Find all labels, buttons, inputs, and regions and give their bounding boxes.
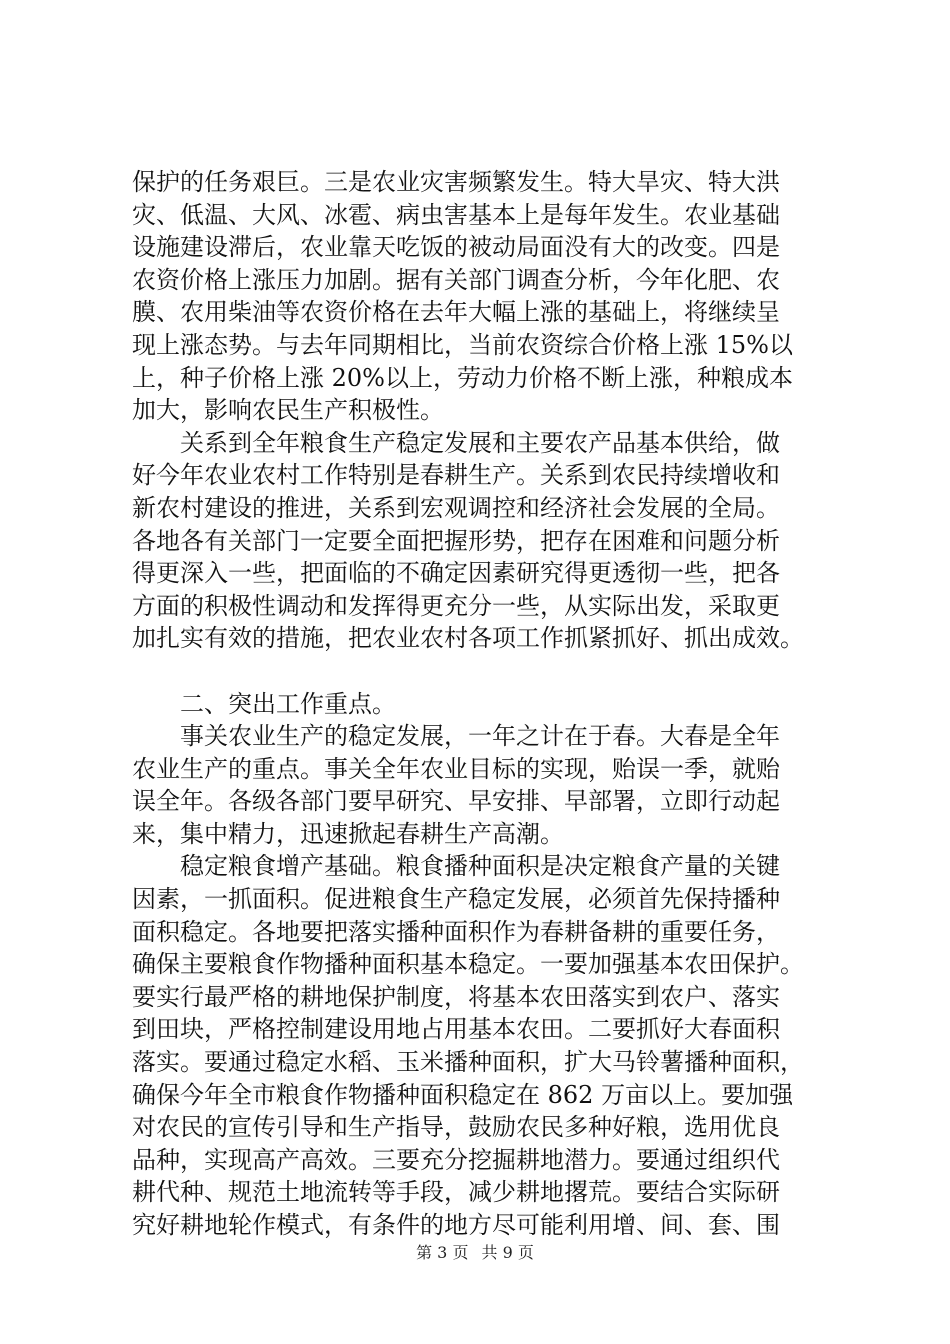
text-line: 加大，影响农民生产积极性。 — [132, 396, 444, 425]
text-line: 究好耕地轮作模式，有条件的地方尽可能利用增、间、套、围 — [132, 1211, 780, 1239]
paragraph-start-line: 事关农业生产的稳定发展，一年之计在于春。大春是全年 — [180, 722, 780, 751]
text-line: 面积稳定。各地要把落实播种面积作为春耕备耕的重要任务， — [132, 917, 780, 946]
text-line: 新农村建设的推进，关系到宏观调控和经济社会发展的全局。 — [132, 493, 780, 522]
section-heading: 二、突出工作重点。 — [180, 689, 396, 718]
text-line: 上，种子价格上涨 20%以上，劳动力价格不断上涨，种粮成本 — [132, 363, 793, 392]
text-line: 得更深入一些，把面临的不确定因素研究得更透彻一些，把各 — [132, 559, 780, 588]
text-line: 各地各有关部门一定要全面把握形势，把存在困难和问题分析 — [132, 526, 780, 555]
text-line: 加扎实有效的措施，把农业农村各项工作抓紧抓好、抓出成效。 — [132, 624, 804, 653]
text-line: 灾、低温、大风、冰雹、病虫害基本上是每年发生。农业基础 — [132, 200, 780, 229]
text-line: 设施建设滞后，农业靠天吃饭的被动局面没有大的改变。四是 — [132, 233, 780, 262]
text-line: 方面的积极性调动和发挥得更充分一些，从实际出发，采取更 — [132, 591, 780, 620]
total-pages: 共 9 页 — [481, 1243, 534, 1262]
text-line: 农资价格上涨压力加剧。据有关部门调查分析，今年化肥、农 — [132, 265, 780, 294]
page-number: 第 3 页 — [416, 1243, 469, 1262]
text-line: 确保主要粮食作物播种面积基本稳定。一要加强基本农田保护。 — [132, 950, 804, 979]
text-line: 耕代种、规范土地流转等手段，减少耕地撂荒。要结合实际研 — [132, 1178, 780, 1207]
page-footer — [0, 1243, 950, 1263]
text-line: 对农民的宣传引导和生产指导，鼓励农民多种好粮，选用优良 — [132, 1113, 780, 1142]
text-line: 落实。要通过稳定水稻、玉米播种面积，扩大马铃薯播种面积， — [132, 1048, 804, 1077]
text-line: 品种，实现高产高效。三要充分挖掘耕地潜力。要通过组织代 — [132, 1145, 780, 1174]
text-line: 到田块，严格控制建设用地占用基本农田。二要抓好大春面积 — [132, 1015, 780, 1044]
paragraph-start-line: 稳定粮食增产基础。粮食播种面积是决定粮食产量的关键 — [180, 852, 780, 881]
text-line: 膜、农用柴油等农资价格在去年大幅上涨的基础上，将继续呈 — [132, 298, 780, 327]
document-body — [132, 166, 852, 1242]
text-line: 因素，一抓面积。促进粮食生产稳定发展，必须首先保持播种 — [132, 885, 780, 914]
text-line: 误全年。各级各部门要早研究、早安排、早部署，立即行动起 — [132, 787, 780, 816]
text-line: 来，集中精力，迅速掀起春耕生产高潮。 — [132, 819, 564, 848]
text-line: 农业生产的重点。事关全年农业目标的实现，贻误一季，就贻 — [132, 754, 780, 783]
paragraph-start-line: 关系到全年粮食生产稳定发展和主要农产品基本供给，做 — [180, 428, 780, 457]
text-line: 现上涨态势。与去年同期相比，当前农资综合价格上涨 15%以 — [132, 330, 793, 359]
text-line: 好今年农业农村工作特别是春耕生产。关系到农民持续增收和 — [132, 461, 780, 490]
text-line: 要实行最严格的耕地保护制度，将基本农田落实到农户、落实 — [132, 982, 780, 1011]
text-line: 确保今年全市粮食作物播种面积稳定在 862 万亩以上。要加强 — [132, 1080, 794, 1109]
blank-line — [132, 655, 852, 688]
text-line: 保护的任务艰巨。三是农业灾害频繁发生。特大旱灾、特大洪 — [132, 168, 780, 196]
